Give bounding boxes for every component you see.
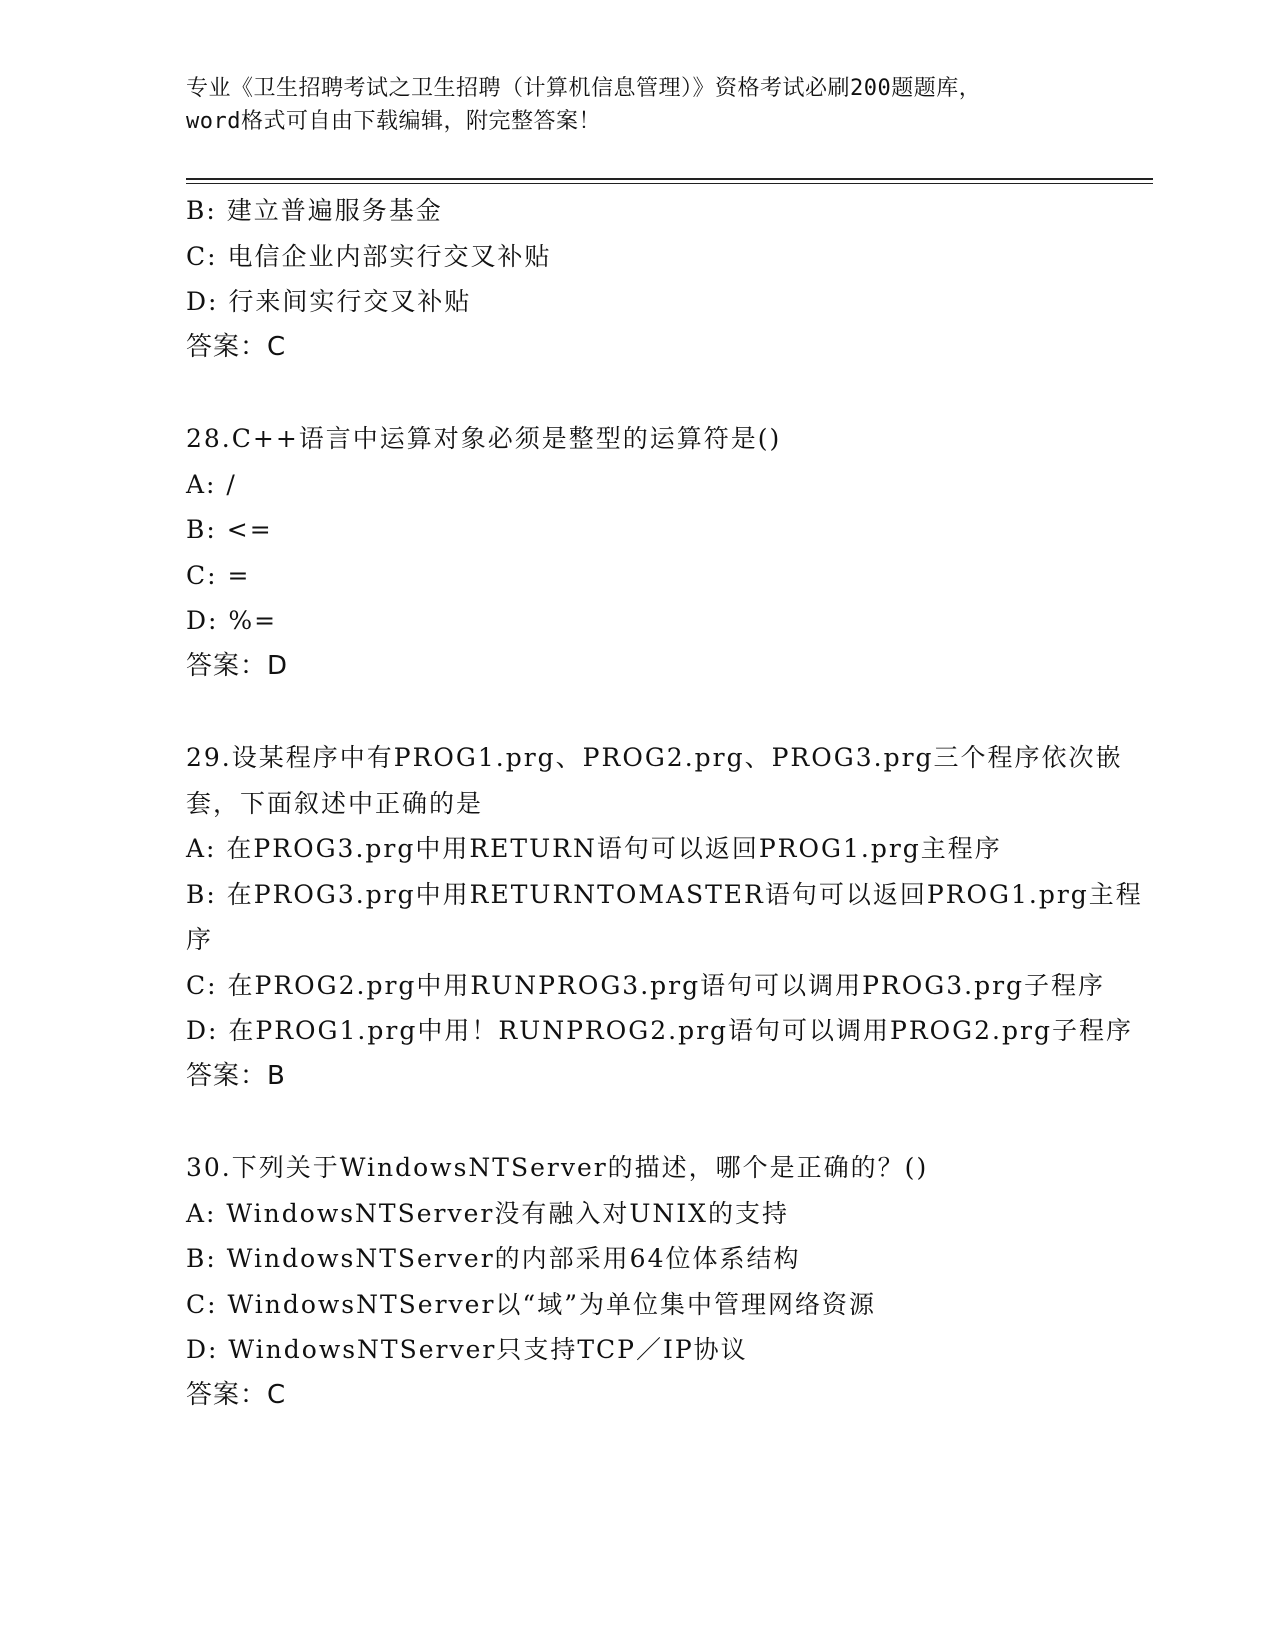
header-divider-thick	[186, 178, 1153, 180]
answer-line: 答案：C	[186, 1379, 287, 1410]
option-b-line1: B: 在PROG3.prg中用RETURNTOMASTER语句可以返回PROG1.prg主程	[186, 879, 1143, 909]
option-c: C: WindowsNTServer以“域”为单位集中管理网络资源	[186, 1289, 876, 1319]
header-divider-thin	[186, 183, 1153, 184]
answer-line: 答案：C	[186, 331, 287, 362]
option-c: C: =	[186, 560, 251, 590]
option-b-line2: 序	[186, 925, 214, 954]
option-b: B: 建立普遍服务基金	[186, 196, 443, 225]
option-b: B: <=	[186, 515, 273, 544]
question-block-prev	[186, 188, 1086, 370]
question-stem: 28.C++语言中运算对象必须是整型的运算符是()	[186, 424, 782, 453]
spacer	[186, 370, 1086, 416]
answer-line: 答案：D	[186, 650, 289, 681]
question-stem-line2: 套，下面叙述中正确的是	[186, 788, 484, 818]
header-title-line2: word格式可自由下载编辑，附完整答案！	[186, 109, 601, 134]
option-c: C: 电信企业内部实行交叉补贴	[186, 241, 552, 271]
option-d: D: WindowsNTServer只支持TCP／IP协议	[186, 1335, 748, 1364]
spacer	[186, 689, 1086, 735]
question-stem-line1: 29.设某程序中有PROG1.prg、PROG2.prg、PROG3.prg三个程序依次嵌	[186, 743, 1123, 772]
option-c: C: 在PROG2.prg中用RUNPROG3.prg语句可以调用PROG3.prg子程序	[186, 970, 1106, 1000]
question-list	[186, 188, 1143, 1418]
option-d: D: 在PROG1.prg中用！RUNPROG2.prg语句可以调用PROG2.prg子程序	[186, 1016, 1133, 1045]
option-a: A: 在PROG3.prg中用RETURN语句可以返回PROG1.prg主程序	[186, 834, 1002, 863]
option-d: D: 行来间实行交叉补贴	[186, 287, 472, 316]
spacer	[186, 1099, 1086, 1145]
option-b: B: WindowsNTServer的内部采用64位体系结构	[186, 1244, 801, 1273]
document-header	[186, 72, 1086, 138]
question-block-28	[186, 416, 1086, 689]
header-title-line1: 专业《卫生招聘考试之卫生招聘（计算机信息管理）》资格考试必刷200题题库，	[186, 76, 982, 101]
question-block-30	[186, 1145, 1086, 1418]
question-block-29	[186, 735, 1143, 1099]
option-a: A: /	[186, 469, 237, 499]
question-stem: 30.下列关于WindowsNTServer的描述，哪个是正确的？()	[186, 1153, 929, 1182]
option-a: A: WindowsNTServer没有融入对UNIX的支持	[186, 1198, 789, 1228]
answer-line: 答案：B	[186, 1060, 286, 1091]
option-d: D: %=	[186, 606, 278, 635]
